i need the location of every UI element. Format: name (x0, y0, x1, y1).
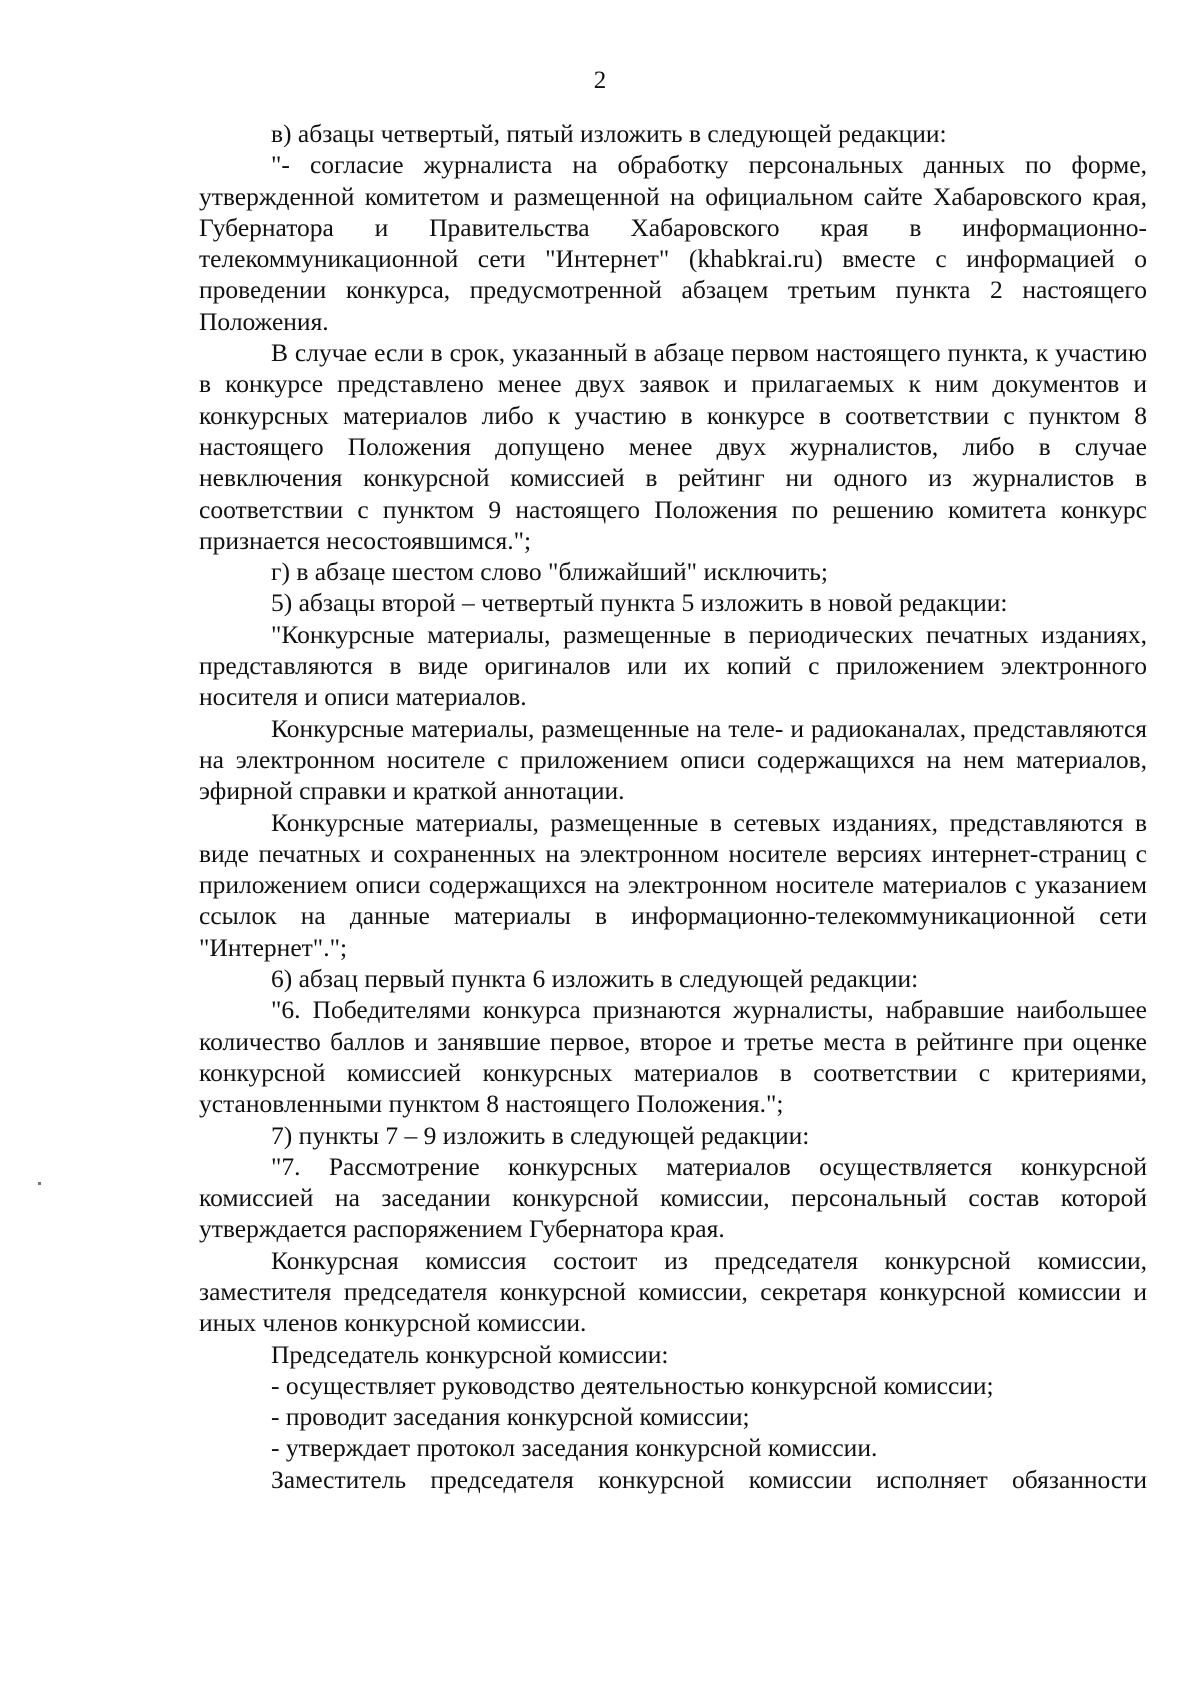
page-number: 2 (593, 67, 607, 94)
paragraph-item-g: г) в абзаце шестом слово "ближайший" исключить; (271, 557, 828, 587)
quoted-consent-paragraph: "- согласие журналиста на обработку персональных данных по форме, утвержденной комитетом и размещенной на официальном сайте Хабаровского края, Губернатора и Правительства Хабаровского края в информационно-телекоммуникационной сети "Интернет" (khabkrai.ru) вместе с информацией о проведении конкурса, предусмотренной абзацем третьим пункта 2 настоящего Положения. (199, 150, 1147, 336)
paragraph-item-v: в) абзацы четвертый, пятый изложить в следующей редакции: (271, 119, 947, 148)
online-materials-paragraph: Конкурсные материалы, размещенные в сетевых изданиях, представляются в виде печатных и сохраненных на электронном носителе версиях интернет-страниц с приложением описи содержащихся на электронном носителе материалов с указанием ссылок на данные материалы в информационно-телекоммуникационной сети "Интернет"."; (199, 807, 1147, 962)
print-materials-paragraph: "Конкурсные материалы, размещенные в периодических печатных изданиях, представляются в виде оригиналов или их копий с приложением электронного носителя и описи материалов. (199, 619, 1147, 712)
paragraph-item-6: 6) абзац первый пункта 6 изложить в следующей редакции: (271, 964, 919, 994)
paragraph-item-5: 5) абзацы второй – четвертый пункта 5 изложить в новой редакции: (271, 588, 1008, 618)
tv-radio-materials-paragraph: Конкурсные материалы, размещенные на теле- и радиоканалах, представляются на электронном носителе с приложением описи содержащихся на нем материалов, эфирной справки и краткой аннотации. (199, 713, 1147, 806)
scan-speck (38, 1182, 41, 1185)
paragraph-item-7: 7) пункты 7 – 9 изложить в следующей редакции: (271, 1120, 810, 1150)
review-paragraph: "7. Рассмотрение конкурсных материалов осуществляется конкурсной комиссией на заседании конкурсной комиссии, персональный состав которой утверждается распоряжением Губернатора края. (199, 1151, 1147, 1244)
chairman-duty-1: - осуществляет руководство деятельностью конкурсной комиссии; (271, 1370, 994, 1400)
chairman-heading: Председатель конкурсной комиссии: (271, 1339, 669, 1369)
chairman-duty-3: - утверждает протокол заседания конкурсной комиссии. (271, 1433, 878, 1463)
winners-paragraph: "6. Победителями конкурса признаются журналисты, набравшие наибольшее количество баллов и занявшие первое, второе и третье места в рейтинге при оценке конкурсной комиссией конкурсных материалов в соответствии с критериями, установленными пунктом 8 настоящего Положения."; (199, 995, 1147, 1119)
competition-failed-paragraph: В случае если в срок, указанный в абзаце первом настоящего пункта, к участию в конкурсе представлено менее двух заявок и прилагаемых к ним документов и конкурсных материалов либо к участию в конкурсе в соответствии с пунктом 8 настоящего Положения допущено менее двух журналистов, либо в случае невключения конкурсной комиссией в рейтинг ни одного из журналистов в соответствии с пунктом 9 настоящего Положения по решению комитета конкурс признается несостоявшимся."; (199, 338, 1147, 555)
chairman-duty-2: - проводит заседания конкурсной комиссии; (271, 1402, 750, 1432)
commission-composition-paragraph: Конкурсная комиссия состоит из председателя конкурсной комиссии, заместителя председателя конкурсной комиссии, секретаря конкурсной комиссии и иных членов конкурсной комиссии. (199, 1245, 1147, 1338)
document-body (199, 118, 1147, 1495)
deputy-chairman-paragraph: Заместитель председателя конкурсной комиссии исполняет обязанности (271, 1464, 1147, 1494)
